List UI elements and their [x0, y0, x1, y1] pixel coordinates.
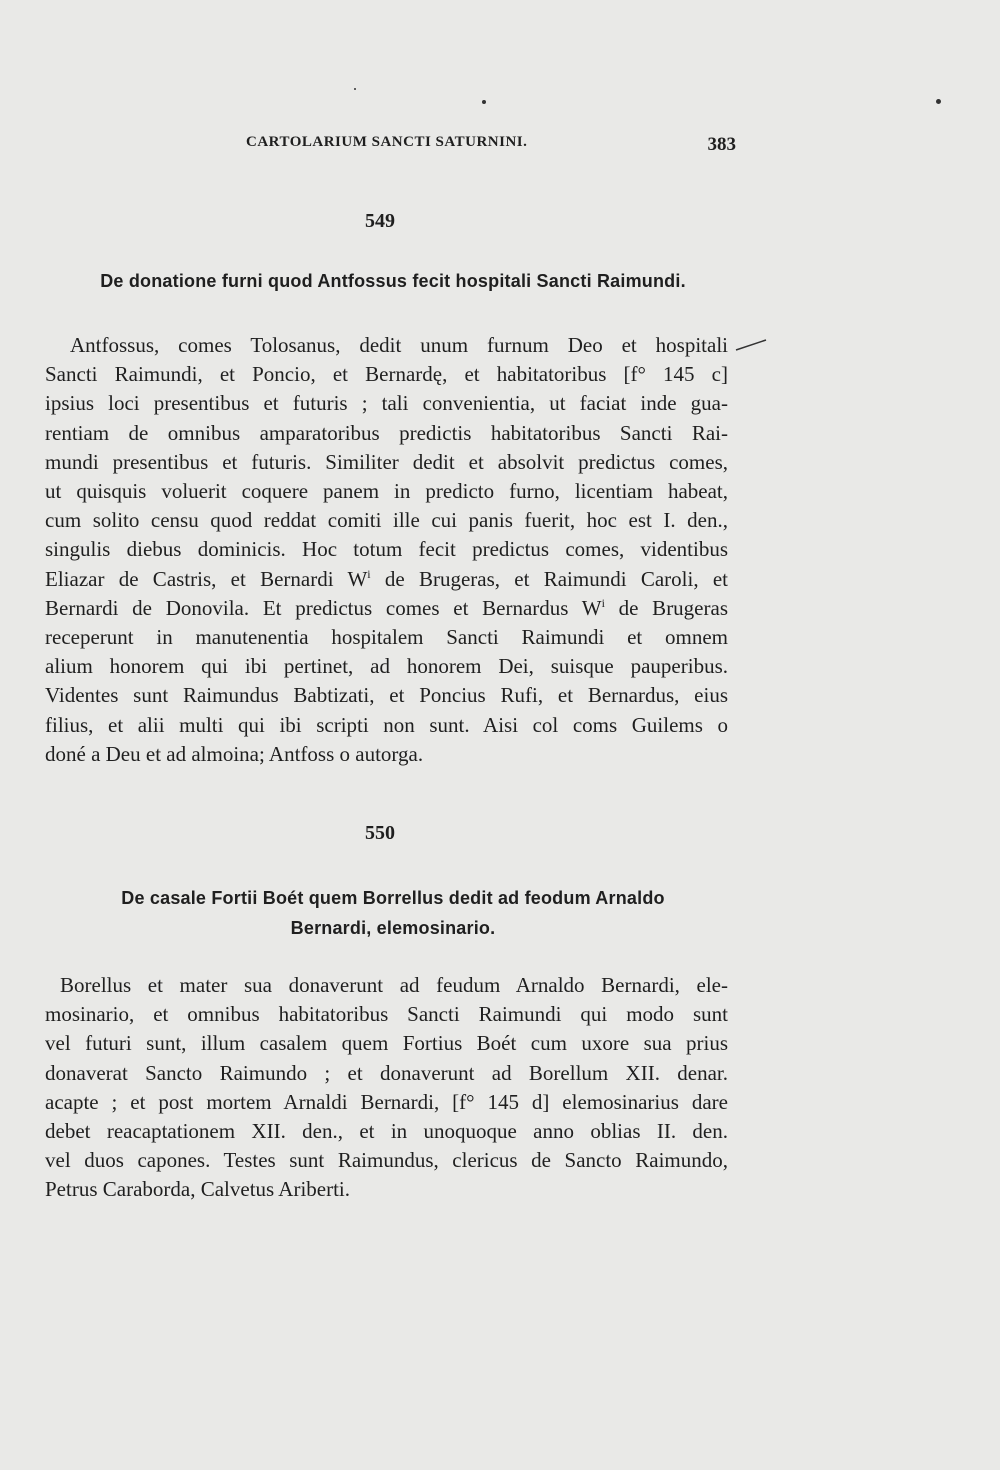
- running-head: [246, 134, 736, 156]
- charter-rubric: De donatione furni quod Antfossus fecit hospitali Sancti Raimundi.: [100, 271, 686, 291]
- text-line: receperunt in manutenentia hospitalem Sancti Raimundi et omnem: [45, 625, 728, 650]
- text-line: mundi presentibus et futuris. Similiter dedit et absolvit predictus comes,: [45, 449, 728, 474]
- charter-number: 549: [365, 210, 395, 232]
- text-line: Videntes sunt Raimundus Babtizati, et Poncius Rufi, et Bernardus, eius: [45, 683, 728, 708]
- ink-speck: [354, 88, 356, 90]
- charter-number: 550: [365, 822, 395, 844]
- text-line: singulis diebus dominicis. Hoc totum fecit predictus comes, videntibus: [45, 537, 728, 562]
- text-line: alium honorem qui ibi pertinet, ad honorem Dei, suisque pauperibus.: [45, 654, 728, 679]
- text-line: Antfossus, comes Tolosanus, dedit unum furnum Deo et hospitali: [70, 333, 728, 357]
- ink-speck: [482, 100, 486, 104]
- text-line: [45, 594, 728, 623]
- text-line: Sancti Raimundi, et Poncio, et Bernardę, et habitatoribus [f° 145 c]: [45, 362, 728, 387]
- running-title: CARTOLARIUM SANCTI SATURNINI.: [246, 134, 528, 150]
- margin-pencil-mark: [734, 338, 768, 354]
- superscript: i: [601, 595, 605, 610]
- ink-speck: [936, 99, 941, 104]
- superscript: i: [367, 566, 371, 581]
- text-line: ut quisquis voluerit coquere panem in predicto furno, licentiam habeat,: [45, 479, 728, 504]
- text-line: rentiam de omnibus amparatoribus predictis habitatoribus Sancti Rai-: [45, 420, 728, 445]
- text-line: ipsius loci presentibus et futuris ; tali convenientia, ut faciat inde gua-: [45, 391, 728, 416]
- text-line: debet reacaptationem XII. den., et in unoquoque anno oblias II. den.: [45, 1119, 728, 1144]
- text-line: acapte ; et post mortem Arnaldi Bernardi, [f° 145 d] elemosinarius dare: [45, 1089, 728, 1114]
- text-line: Petrus Caraborda, Calvetus Ariberti.: [45, 1177, 351, 1202]
- text-line: mosinario, et omnibus habitatoribus Sancti Raimundi qui modo sunt: [45, 1002, 728, 1027]
- text-line: vel futuri sunt, illum casalem quem Fortius Boét cum uxore sua prius: [45, 1031, 728, 1056]
- charter-rubric: [58, 883, 728, 943]
- text-line: donaverat Sancto Raimundo ; et donaverunt ad Borellum XII. denar.: [45, 1060, 728, 1085]
- charter-text: [45, 331, 728, 769]
- text-fragment: Eliazar de Castris, et Bernardi W: [45, 566, 368, 591]
- text-line: Borellus et mater sua donaverunt ad feudum Arnaldo Bernardi, ele-: [60, 973, 728, 997]
- charter-text: [45, 971, 728, 1205]
- text-fragment: de Brugeras: [604, 595, 728, 620]
- rubric-line: De casale Fortii Boét quem Borrellus dedit ad feodum Arnaldo: [121, 888, 665, 908]
- text-line: [45, 565, 728, 594]
- text-line: vel duos capones. Testes sunt Raimundus, clericus de Sancto Raimundo,: [45, 1148, 728, 1173]
- text-fragment: Bernardi de Donovila. Et predictus comes et Bernardus W: [45, 595, 602, 620]
- text-fragment: de Brugeras, et Raimundi Caroli, et: [370, 566, 728, 591]
- page-number: 383: [707, 134, 736, 155]
- text-line: filius, et alii multi qui ibi scripti non sunt. Aisi col coms Guilems o: [45, 712, 728, 737]
- rubric-line: Bernardi, elemosinario.: [290, 918, 496, 938]
- text-line: doné a Deu et ad almoina; Antfoss o autorga.: [45, 741, 424, 766]
- text-line: cum solito censu quod reddat comiti ille cui panis fuerit, hoc est I. den.,: [45, 508, 728, 533]
